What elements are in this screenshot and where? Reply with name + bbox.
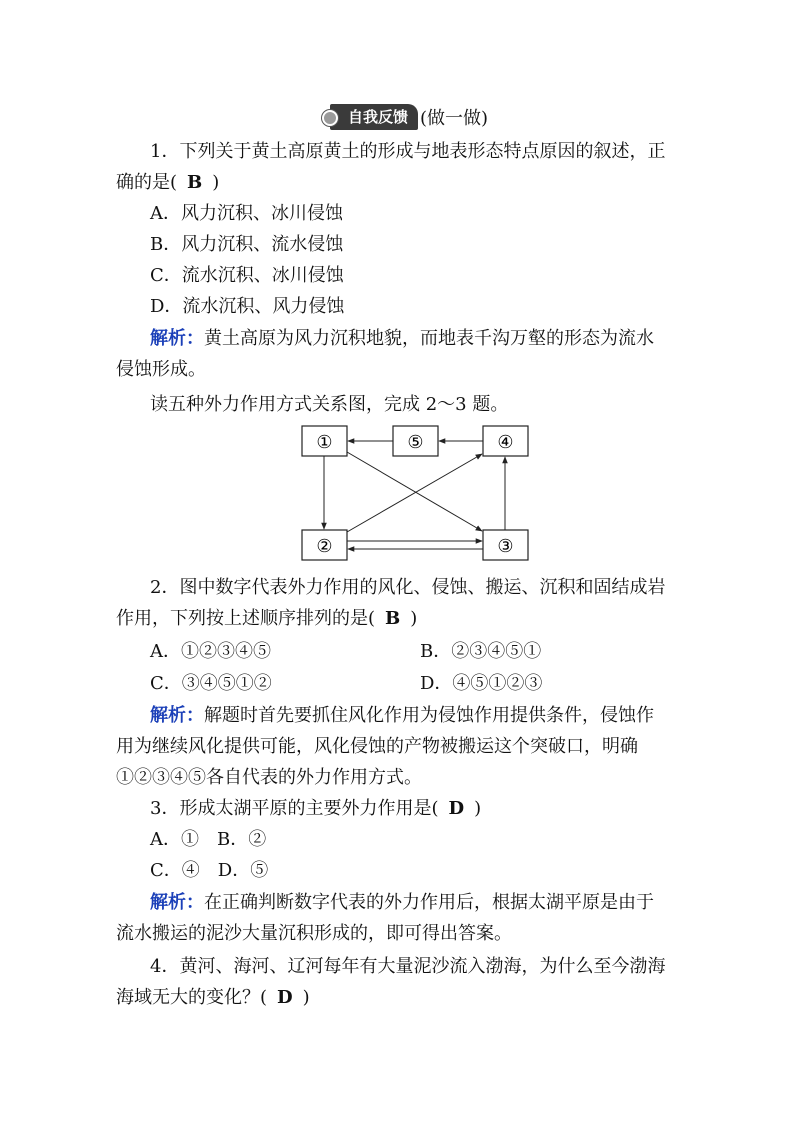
node-label-4: ④ (497, 432, 514, 453)
q1-stem-line2 (116, 171, 219, 195)
q1-option-a: A．风力沉积、冰川侵蚀 (150, 203, 343, 224)
q2-stem-suffix: ) (410, 608, 418, 629)
q1-explanation-line1 (150, 327, 654, 351)
q2-stem-line1: 2．图中数字代表外力作用的风化、侵蚀、搬运、沉积和固结成岩 (150, 577, 666, 598)
q2-stem-prefix: 作用，下列按上述顺序排列的是( (116, 608, 376, 629)
q4-answer: D (277, 987, 293, 1008)
node-label-3: ③ (497, 536, 514, 557)
arrow-1-to-3 (347, 452, 482, 531)
q3-stem-prefix: 3．形成太湖平原的主要外力作用是( (150, 798, 439, 819)
q2-explanation-line1 (150, 704, 654, 728)
badge-dot-icon (322, 110, 338, 126)
self-feedback-badge (330, 104, 418, 130)
q1-explanation-text1: 黄土高原为风力沉积地貌，而地表千沟万壑的形态为流水 (204, 328, 654, 349)
q2-answer: B (385, 608, 401, 629)
q3-options-ab: A．① B．② (150, 829, 267, 850)
q3-explanation-label: 解析： (150, 892, 204, 913)
q4-stem-prefix: 海域无大的变化？( (116, 987, 268, 1008)
node-label-2: ② (316, 536, 333, 557)
q1-option-d: D．流水沉积、风力侵蚀 (150, 296, 345, 317)
arrow-2-to-4 (347, 454, 482, 532)
q2-3-intro: 读五种外力作用方式关系图，完成 2～3 题。 (150, 394, 509, 415)
q2-explanation-label: 解析： (150, 705, 204, 726)
q2-stem-line2 (116, 607, 417, 631)
header-subtitle: (做一做) (420, 108, 489, 129)
q1-stem-suffix: ) (212, 172, 220, 193)
q1-stem-prefix: 确的是( (116, 172, 178, 193)
section-header (330, 100, 488, 130)
q4-stem-line1: 4．黄河、海河、辽河每年有大量泥沙流入渤海，为什么至今渤海 (150, 956, 666, 977)
q2-explanation-line2: 用为继续风化提供可能，风化侵蚀的产物被搬运这个突破口，明确 (116, 736, 638, 757)
q1-answer: B (187, 172, 203, 193)
q2-option-c: C．③④⑤①② (150, 673, 272, 694)
q4-stem-suffix: ) (302, 987, 310, 1008)
q3-stem (150, 797, 481, 821)
q1-stem-line1: 1．下列关于黄土高原黄土的形成与地表形态特点原因的叙述，正 (150, 141, 666, 162)
badge-label: 自我反馈 (348, 108, 409, 126)
q3-answer: D (448, 798, 465, 819)
q4-stem-line2 (116, 986, 310, 1010)
q3-explanation-line1 (150, 891, 654, 915)
q2-option-a: A．①②③④⑤ (150, 641, 271, 662)
q1-explanation-label: 解析： (150, 328, 204, 349)
q3-explanation-line2: 流水搬运的泥沙大量沉积形成的，即可得出答案。 (116, 923, 512, 944)
node-label-1: ① (316, 432, 333, 453)
q3-explanation-text1: 在正确判断数字代表的外力作用后，根据太湖平原是由于 (204, 892, 654, 913)
q2-explanation-line3: ①②③④⑤各自代表的外力作用方式。 (116, 767, 422, 788)
q2-explanation-text1: 解题时首先要抓住风化作用为侵蚀作用提供条件，侵蚀作 (204, 705, 654, 726)
q3-stem-suffix: ) (474, 798, 482, 819)
q1-option-b: B．风力沉积、流水侵蚀 (150, 234, 344, 255)
q1-explanation-line2: 侵蚀形成。 (116, 359, 206, 380)
q2-option-b: B．②③④⑤① (420, 641, 542, 662)
q1-option-c: C．流水沉积、冰川侵蚀 (150, 265, 344, 286)
node-label-5: ⑤ (407, 432, 424, 453)
external-forces-diagram (290, 418, 540, 568)
q2-option-d: D．④⑤①②③ (420, 673, 543, 694)
q3-options-cd: C．④ D．⑤ (150, 860, 269, 881)
